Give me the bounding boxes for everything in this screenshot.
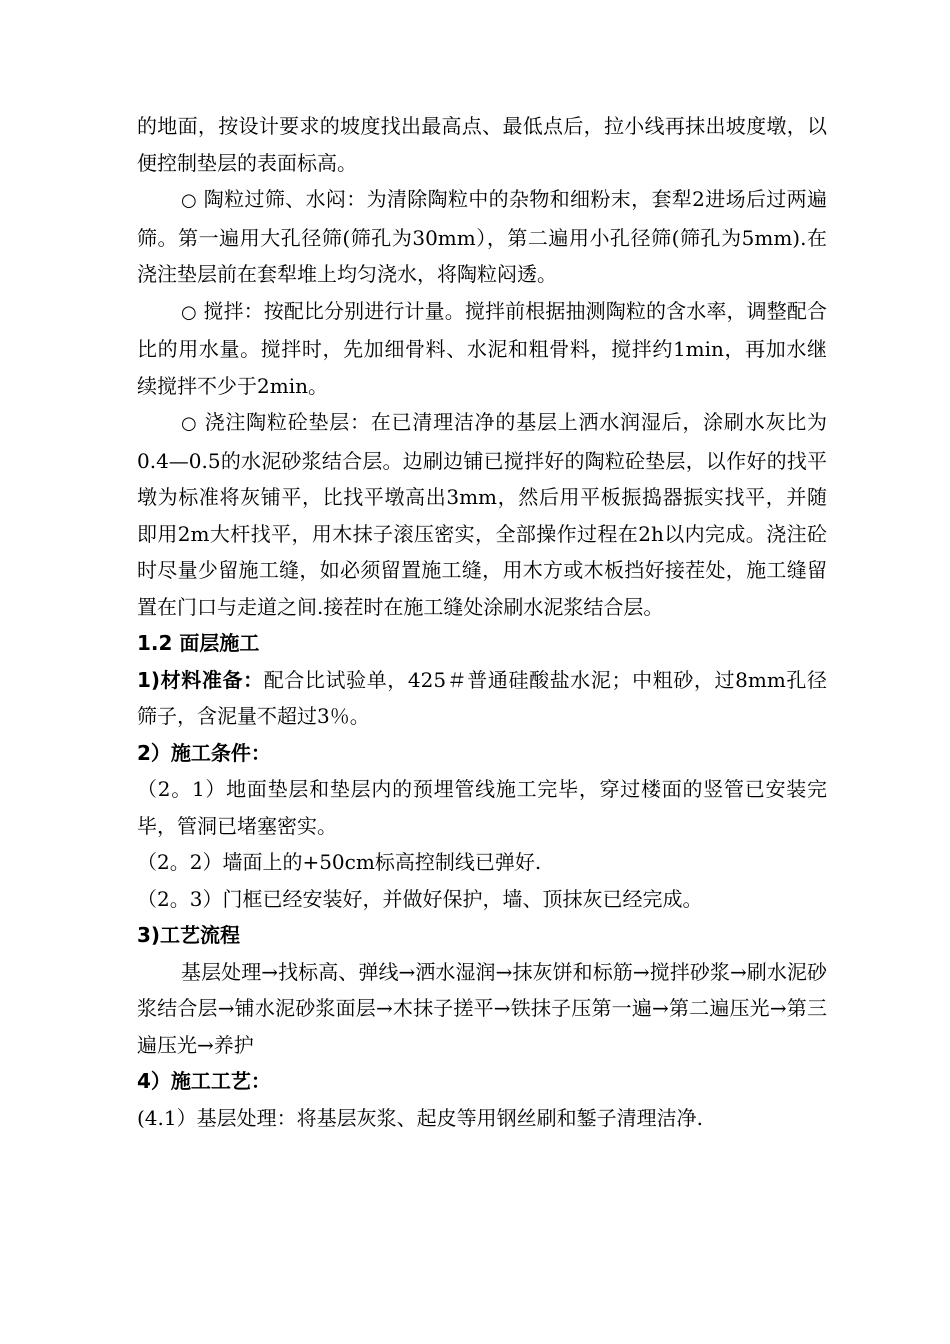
section-heading-1-2: 1.2 面层施工 <box>137 631 260 655</box>
condition-2-3: （2。3）门框已经安装好，并做好保护，墙、顶抹灰已经完成。 <box>137 886 703 911</box>
bullet-pouring <box>137 404 827 625</box>
process-flow-text: 基层处理→找标高、弹线→洒水湿润→抹灰饼和标筋→搅拌砂浆→刷水泥砂浆结合层→铺水泥砂浆面层→木抹子搓平→铁抹子压第一遍→第二遍压光→第三遍压光→养护 <box>137 959 827 1057</box>
materials-text: 配合比试验单，425＃普通硅酸盐水泥；中粗砂，过8mm孔径筛子，含泥量不超过3％。 <box>137 667 828 728</box>
materials-paragraph <box>137 662 827 735</box>
bullet-pouring-text: 浇注陶粒砼垫层：在已清理洁净的基层上洒水润湿后，涂刷水灰比为0.4—0.5的水泥砂浆结合层。边刷边铺已搅拌好的陶粒砼垫层，以作好的找平墩为标准将灰铺平，比找平墩高出3mm，然后用平板振捣器振实找平，并随即用2m大杆找平，用木抹子滚压密实，全部操作过程在2h以内完成。浇注砼时尽量少留施工缝，如必须留置施工缝，用木方或木板挡好接茬处，施工缝留置在门口与走道之间.接茬时在施工缝处涂刷水泥浆结合层。 <box>137 410 827 619</box>
construction-process-heading: 4）施工工艺： <box>137 1069 271 1093</box>
circle-bullet-icon: ○ <box>181 301 197 323</box>
intro-paragraph: 的地面，按设计要求的坡度找出最高点、最低点后，拉小线再抹出坡度墩，以便控制垫层的表面标高。 <box>137 114 827 175</box>
bullet-mixing-text: 搅拌：按配比分别进行计量。搅拌前根据抽测陶粒的含水率，调整配合比的用水量。搅拌时，先加细骨料、水泥和粗骨料，搅拌约1min，再加水继续搅拌不少于2min。 <box>137 298 827 398</box>
process-flow-heading: 3)工艺流程 <box>137 923 241 947</box>
bullet-sieving-text: 陶粒过筛、水闷：为清除陶粒中的杂物和细粉末，套犁2进场后过两遍筛。第一遍用大孔径筛(筛孔为30mm），第二遍用小孔径筛(筛孔为5mm).在浇注垫层前在套犁堆上均匀浇水，将陶粒闷透。 <box>137 187 827 286</box>
bullet-mixing <box>137 293 827 405</box>
circle-bullet-icon: ○ <box>181 413 198 434</box>
circle-bullet-icon: ○ <box>181 190 198 211</box>
document-body <box>137 108 827 1136</box>
bullet-sieving <box>137 181 827 293</box>
process-4-1: (4.1）基层处理：将基层灰浆、起皮等用钢丝刷和錾子清理洁净. <box>137 1105 703 1130</box>
materials-label: 1)材料准备： <box>137 667 264 692</box>
condition-2-1: （2。1）地面垫层和垫层内的预埋管线施工完毕，穿过楼面的竖管已安装完毕，管洞已堵塞密实。 <box>137 777 827 838</box>
conditions-heading: 2）施工条件： <box>137 740 271 765</box>
condition-2-2: （2。2）墙面上的+50cm标高控制线已弹好. <box>137 850 542 874</box>
